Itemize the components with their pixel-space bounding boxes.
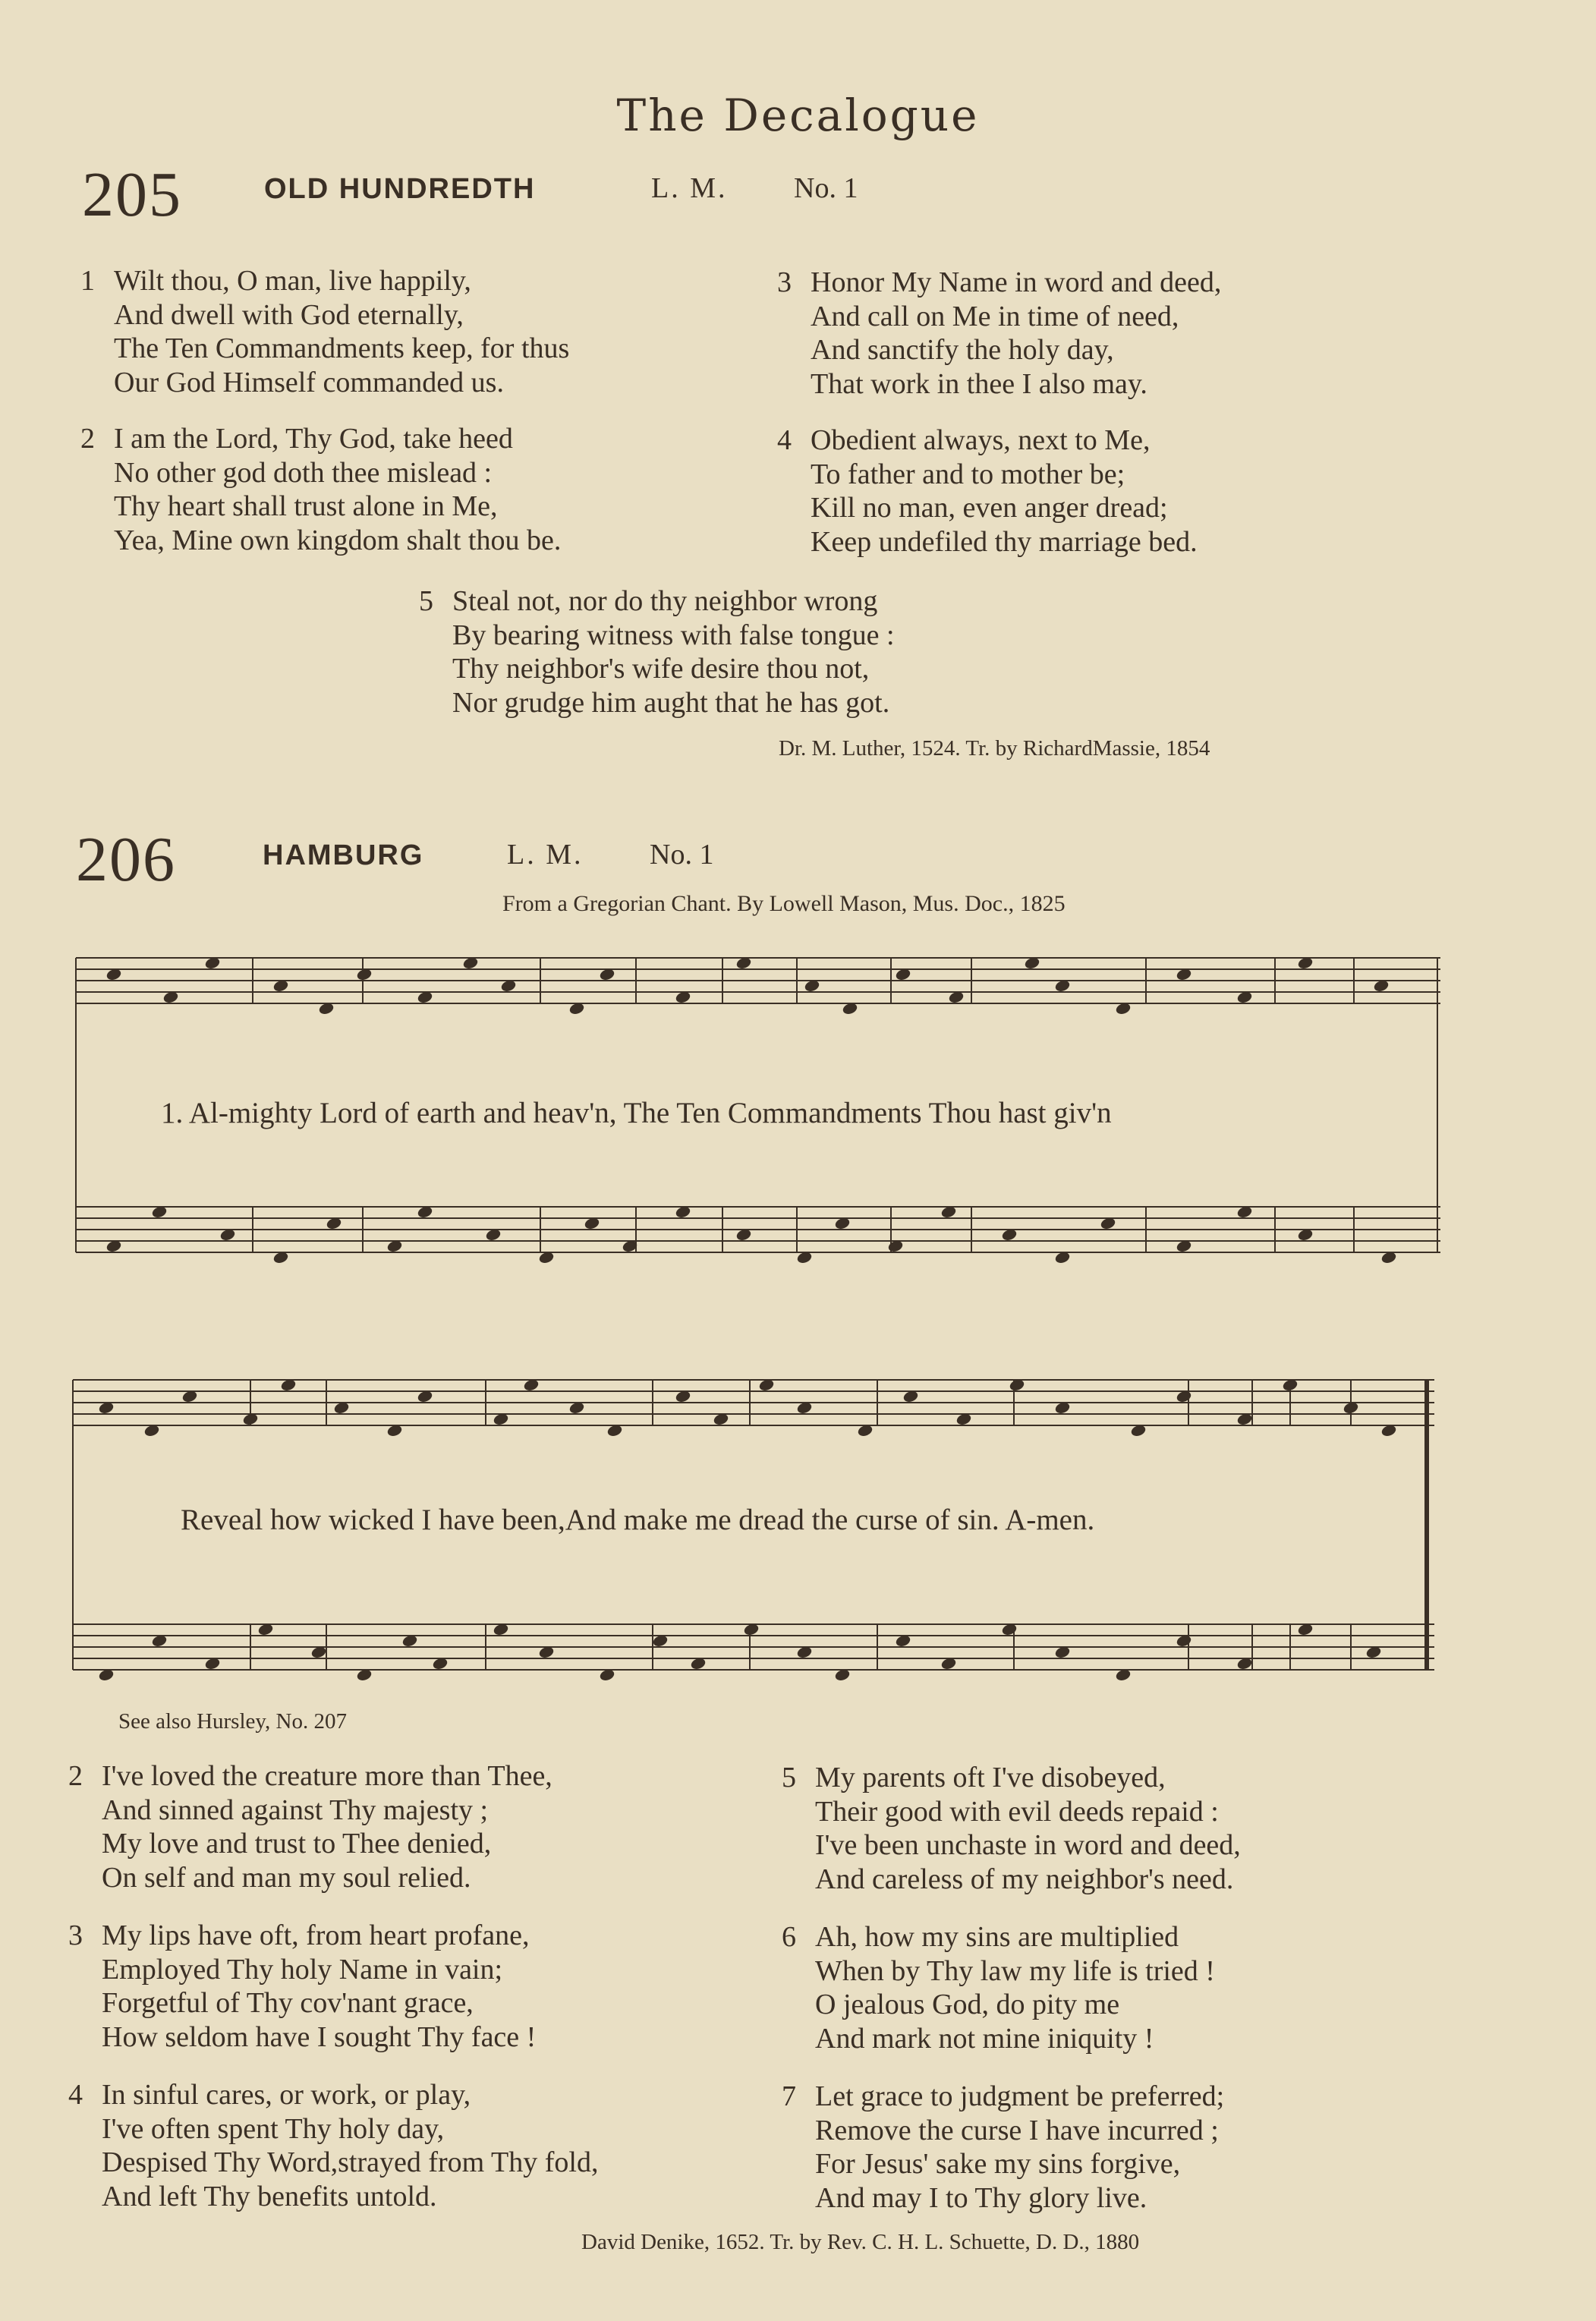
stanza-number: 3 bbox=[777, 266, 792, 298]
stanza-line: And dwell with God eternally, bbox=[114, 298, 464, 331]
hymn-205-tune-number: No. 1 bbox=[794, 172, 858, 204]
hymn-206-stanza-2 bbox=[68, 1759, 552, 1894]
stanza-line: Keep undefiled thy marriage bed. bbox=[811, 525, 1198, 558]
stanza-line: Let grace to judgment be preferred; bbox=[815, 2080, 1225, 2112]
hymn-205-credit: Dr. M. Luther, 1524. Tr. by RichardMassie, 1854 bbox=[779, 736, 1210, 761]
stanza-line: Yea, Mine own kingdom shalt thou be. bbox=[114, 524, 562, 556]
stanza-number: 7 bbox=[782, 2080, 796, 2112]
stanza-number: 4 bbox=[777, 424, 792, 456]
stanza-line: Nor grudge him aught that he has got. bbox=[452, 686, 890, 719]
hymn-205-meter: L. M. bbox=[651, 172, 728, 204]
stanza-line: My love and trust to Thee denied, bbox=[102, 1828, 492, 1860]
stanza-line: Wilt thou, O man, live happily, bbox=[114, 265, 471, 297]
stanza-line: No other god doth thee mislead : bbox=[114, 456, 493, 489]
stanza-line: And call on Me in time of need, bbox=[811, 300, 1179, 332]
stanza-line: On self and man my soul relied. bbox=[102, 1861, 471, 1894]
hymn-206-stanza-3 bbox=[68, 1919, 537, 2054]
stanza-line: Obedient always, next to Me, bbox=[811, 424, 1151, 456]
stanza-line: By bearing witness with false tongue : bbox=[452, 619, 895, 651]
hymn-206-stanza-6 bbox=[782, 1920, 1215, 2055]
stanza-line: In sinful cares, or work, or play, bbox=[102, 2079, 471, 2111]
stanza-line: I've loved the creature more than Thee, bbox=[102, 1760, 552, 1792]
stanza-line: The Ten Commandments keep, for thus bbox=[114, 332, 570, 364]
hymn-205-number: 205 bbox=[82, 159, 182, 230]
stanza-line: I've been unchaste in word and deed, bbox=[815, 1829, 1241, 1861]
stanza-number: 2 bbox=[80, 423, 95, 455]
stanza-line: And sinned against Thy majesty ; bbox=[102, 1794, 489, 1826]
hymn-206-stanza-7 bbox=[782, 2080, 1225, 2215]
hymn-206-credit: David Denike, 1652. Tr. by Rev. C. H. L. Schuette, D. D., 1880 bbox=[581, 2230, 1140, 2254]
hymn-205-tune: OLD HUNDREDTH bbox=[264, 173, 536, 205]
hymn-206-stanza-5 bbox=[782, 1761, 1241, 1896]
stanza-line: That work in thee I also may. bbox=[811, 367, 1147, 400]
hymn-206-composer: From a Gregorian Chant. By Lowell Mason, Mus. Doc., 1825 bbox=[502, 891, 1066, 916]
stanza-line: To father and to mother be; bbox=[811, 458, 1125, 490]
hymn-206-tune-number: No. 1 bbox=[650, 839, 714, 871]
stanza-line: Honor My Name in word and deed, bbox=[811, 266, 1222, 298]
stanza-line: I am the Lord, Thy God, take heed bbox=[114, 423, 513, 455]
stanza-line: And may I to Thy glory live. bbox=[815, 2181, 1147, 2214]
stanza-number: 4 bbox=[68, 2079, 83, 2111]
hymn-206-stanza-4 bbox=[68, 2078, 599, 2213]
stanza-line: Despised Thy Word,strayed from Thy fold, bbox=[102, 2146, 599, 2178]
section-title: The Decalogue bbox=[616, 90, 980, 141]
stanza-number: 5 bbox=[782, 1762, 796, 1794]
hymn-206-lyrics-line-1: 1. Al-mighty Lord of earth and heav'n, The Ten Commandments Thou hast giv'n bbox=[161, 1097, 1112, 1129]
stanza-line: For Jesus' sake my sins forgive, bbox=[815, 2148, 1181, 2180]
hymn-206-number: 206 bbox=[76, 824, 176, 895]
stanza-line: And mark not mine iniquity ! bbox=[815, 2022, 1154, 2055]
stanza-line: I've often spent Thy holy day, bbox=[102, 2112, 445, 2145]
stanza-line: And careless of my neighbor's need. bbox=[815, 1863, 1234, 1895]
stanza-line: Ah, how my sins are multiplied bbox=[815, 1921, 1179, 1953]
stanza-number: 6 bbox=[782, 1921, 796, 1953]
stanza-line: Forgetful of Thy cov'nant grace, bbox=[102, 1987, 474, 2019]
hymn-206-meter: L. M. bbox=[507, 839, 584, 871]
stanza-line: Thy heart shall trust alone in Me, bbox=[114, 490, 498, 522]
stanza-line: Their good with evil deeds repaid : bbox=[815, 1795, 1219, 1828]
stanza-line: Thy neighbor's wife desire thou not, bbox=[452, 653, 870, 685]
stanza-number: 2 bbox=[68, 1760, 83, 1792]
stanza-line: Employed Thy holy Name in vain; bbox=[102, 1953, 503, 1986]
stanza-line: And left Thy benefits untold. bbox=[102, 2180, 437, 2212]
stanza-line: Remove the curse I have incurred ; bbox=[815, 2114, 1219, 2146]
stanza-line: When by Thy law my life is tried ! bbox=[815, 1954, 1215, 1987]
stanza-line: Steal not, nor do thy neighbor wrong bbox=[452, 585, 878, 617]
stanza-line: Our God Himself commanded us. bbox=[114, 366, 504, 398]
stanza-line: How seldom have I sought Thy face ! bbox=[102, 2020, 537, 2053]
stanza-line: And sanctify the holy day, bbox=[811, 334, 1114, 366]
stanza-number: 1 bbox=[80, 265, 95, 297]
stanza-line: Kill no man, even anger dread; bbox=[811, 492, 1168, 524]
see-also-note: See also Hursley, No. 207 bbox=[118, 1709, 347, 1734]
stanza-line: My parents oft I've disobeyed, bbox=[815, 1762, 1166, 1794]
stanza-line: O jealous God, do pity me bbox=[815, 1989, 1120, 2020]
hymn-206-lyrics-line-2: Reveal how wicked I have been,And make me dread the curse of sin. A-men. bbox=[181, 1504, 1095, 1536]
hymn-206-tune: HAMBURG bbox=[263, 839, 424, 871]
stanza-line: My lips have oft, from heart profane, bbox=[102, 1919, 530, 1951]
stanza-number: 5 bbox=[419, 585, 433, 617]
stanza-number: 3 bbox=[68, 1919, 83, 1951]
